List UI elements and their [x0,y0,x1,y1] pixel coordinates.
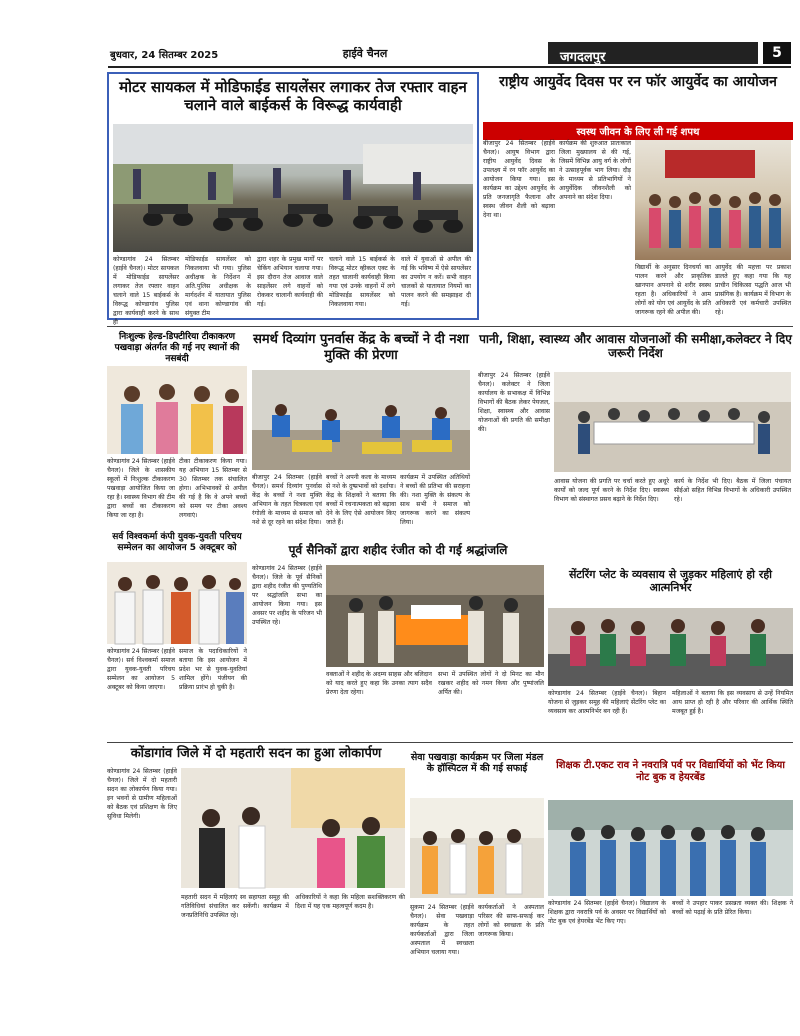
ayurveda-photo [635,140,791,260]
children-drawing [252,370,470,470]
youth-photo [107,562,247,644]
catering-col2: महिलाओं ने बताया कि इस व्यवसाय से उन्हें नियमित आय प्राप्त हो रही है और परिवार की आर्थिक स्थिति मजबूत हुई है। [672,690,793,715]
ayurveda-col4: आयुर्वेद की महत्ता पर प्रकाश डालते हुए कहा गया कि यह प्राचीन चिकित्सा पद्धति आज भी प्रासंगिक है। कार्यक्रम में विभाग के अधिकारी एवं कर्मचारी उपस्थित रहे। [715,264,791,316]
divyang-title: समर्थ दिव्यांग पुनर्वास केंद्र के बच्चों ने दी नशा मुक्ति की प्रेरणा [253,332,469,363]
motorcycle-col5: वाले में युवाओं से अपील की गई कि भविष्य में ऐसे सायलेंसर का उपयोग न करें। सभी वाहन चालकों से यातायात नियमों का पालन करने की समझाइश दी गई। [401,256,471,308]
mahtari-col1: कोण्डागांव 24 सितम्बर (हाईवे चैनल)। जिले में दो महतारी सदन का लोकार्पण किया गया। इन भवनों से ग्रामीण महिलाओं को बैठक एवं प्रशिक्षण के लिए सुविधा मिलेगी। [107,768,177,820]
water-col2: आवास योजना की प्रगति पर चर्चा करते हुए अधूरे कार्यों को जल्द पूर्ण करने के निर्देश दिए। स्वास्थ्य विभाग को संस्थागत प्रसव बढ़ाने के निर्देश दिए। [554,478,669,503]
catering-article [548,568,793,748]
divyang-article [252,330,470,540]
page-number: 5 [763,42,791,64]
water-col1: बीजापुर 24 सितम्बर (हाईवे चैनल)। कलेक्टर ने जिला कार्यालय के सभाकक्ष में विभिन्न विभागों की बैठक लेकर पेयजल, शिक्षा, स्वास्थ्य और आवास योजनाओं की प्रगति की समीक्षा की। [478,372,550,433]
divyang-col1: बीजापुर 24 सितम्बर (हाईवे चैनल)। समर्थ दिव्यांग पुनर्वास केंद्र के बच्चों ने नशा मुक्ति अभियान के तहत चित्रकला एवं रंगोली के माध्यम से समाज को नशे से दूर रहने का संदेश दिया। [252,474,322,526]
hospital-title: सेवा पखवाड़ा कार्यक्रम पर जिला मंडल के हॉस्पिटल में की गई सफाई [410,752,544,775]
divyang-photo [252,370,470,470]
navratri-photo [548,800,793,896]
tetanus-photo [107,366,247,454]
cleaning-volunteers [410,798,544,898]
divyang-col3: कार्यक्रम में उपस्थित अतिथियों ने बच्चों की प्रतिभा की सराहना की। नशा मुक्ति के संकल्प के साथ सभी ने समाज को जागरूक करने का संकल्प लिया। [400,474,470,526]
martyr-title: पूर्व सैनिकों द्वारा शहीद रंजीत को दी गई श्रद्धांजलि [288,543,508,557]
youth-col2: समाज के पदाधिकारियों ने बताया कि इस आयोजन में प्रदेश भर से युवक-युवतियां शामिल होंगे। पंजीयन की प्रक्रिया प्रारंभ हो चुकी है। [179,648,247,691]
ayurveda-col1: बीजापुर 24 सितम्बर (हाईवे चैनल)। आयुष विभाग द्वारा राष्ट्रीय आयुर्वेद दिवस के उपलक्ष्य में रन फॉर आयुर्वेद का आयोजन किया गया। इस कार्यक्रम का उद्देश्य आयुर्वेद के प्रति जनजागृति फैलाना और स्वस्थ जीवन शैली को बढ़ावा देना था। [483,140,555,219]
mahtari-photo [181,768,405,888]
tetanus-article [107,330,247,530]
students-notebooks [548,800,793,896]
navratri-col1: कोण्डागांव 24 सितम्बर (हाईवे चैनल)। विद्यालय के शिक्षक द्वारा नवरात्रि पर्व के अवसर पर विद्यार्थियों को नोट बुक एवं हेयरबेंड भेंट किए गए। [548,900,666,925]
header-rule [108,66,791,68]
ayurveda-subtitle: स्वस्थ जीवन के लिए ली गई शपथ [483,122,793,140]
ayurveda-title: राष्ट्रीय आयुर्वेद दिवस पर रन फॉर आयुर्वेद का आयोजन [499,74,777,90]
ayurveda-article [483,72,793,322]
ayurveda-col3: विद्यार्थी के अनुसार दिनचर्या का पालन करने और प्राकृतिक खानपान अपनाने से शरीर स्वस्थ रहता है। अधिकारियों ने आम लोगों को योग एवं आयुर्वेद के प्रति जागरूक रहने की अपील की। [635,264,711,316]
mahtari-col3: अधिकारियों ने कहा कि महिला सशक्तिकरण की दिशा में यह एक महत्वपूर्ण कदम है। [295,894,405,910]
women-with-plates [548,608,793,686]
motorcycle-article [107,72,479,326]
run-participants [635,140,791,260]
hospital-col1: सुकमा 24 सितम्बर (हाईवे चैनल)। सेवा पखवाड़ा कार्यक्रम के तहत कार्यकर्ताओं द्वारा जिला अस्पताल में स्वच्छता अभियान चलाया गया। [410,904,474,956]
water-photo [554,372,791,472]
navratri-article [548,760,793,1030]
motorcycle-col4: चलाने वाले 15 बाईकर्स के विरूद्ध मोटर व्हीकल एक्ट के तहत चालानी कार्यवाही किया गया एवं उनके वाहनों में लगे मोडिफाईड सायलेंसर को निकलवाया गया। [329,256,395,308]
issue-date: बुधवार, 24 सितम्बर 2025 [110,50,219,61]
navratri-title: शिक्षक टी.एकट राव ने नवरात्रि पर्व पर विद्यार्थियों को भेंट किया नोट बुक व हेयरबेंड [556,760,785,783]
youth-title: सर्व विश्वकर्मा कंपी युवक-युवती परिचय सम्मेलन का आयोजन 5 अक्टूबर को [112,532,242,553]
martyr-article [252,543,544,739]
tetanus-col1: कोण्डागांव 24 सितम्बर (हाईवे चैनल)। जिले के शासकीय स्कूलों में निःशुल्क टीकाकरण पखवाड़ा आयोजित किया जा रहा है। स्वास्थ्य विभाग की टीम द्वारा बच्चों का टीकाकरण किया जा रहा है। [107,458,175,519]
catering-col1: कोण्डागांव 24 सितम्बर (हाईवे चैनल)। बिहान योजना से जुड़कर समूह की महिलाएं सेंटरिंग प्लेट का व्यवसाय कर आत्मनिर्भर बन रही हैं। [548,690,666,715]
mahtari-article [107,744,405,1030]
mahtari-title: कोंडागांव जिले में दो महतारी सदन का हुआ लोकार्पण [130,746,382,761]
youth-article [107,532,247,722]
divider-2 [107,742,793,743]
ayurveda-col2: कार्यक्रम की शुरुआत प्रातःकाल जिला मुख्यालय से की गई, जिसमें विभिन्न आयु वर्ग के लोगों ने उत्साहपूर्वक भाग लिया। दौड़ के माध्यम से प्रतिभागियों ने आयुर्वेदिक जीवनशैली को अपनाने का संदेश दिया। [559,140,631,201]
martyr-col1: कोण्डागांव 24 सितम्बर (हाईवे चैनल)। जिले के पूर्व सैनिकों द्वारा शहीद रंजीत की पुण्यतिथि पर श्रद्धांजलि सभा का आयोजन किया गया। इस अवसर पर शहीद के परिजन भी उपस्थित रहे। [252,565,322,626]
community-members [107,562,247,644]
motorcycle-col3: द्वारा शहर के प्रमुख मार्गों पर चेकिंग अभियान चलाया गया। इस दौरान तेज आवाज वाले साइलेंसर लगे वाहनों को रोककर चालानी कार्यवाही की गई। [257,256,323,308]
catering-photo [548,608,793,686]
hospital-article [410,752,544,1030]
hospital-photo [410,798,544,898]
motorcycle-col2: मोडिफाईड सायलेंसर को निकलवाया भी गया। पुलिस अधीक्षक के निर्देशन में अति.पुलिस अधीक्षक के मार्गदर्शन में यातायात पुलिस एवं थाना कोण्डागांव की संयुक्त टीम [185,256,251,317]
hospital-col2: कार्यकर्ताओं ने अस्पताल परिसर की साफ-सफाई कर लोगों को स्वच्छता के प्रति जागरूक किया। [478,904,544,938]
divyang-col2: बच्चों ने अपनी कला के माध्यम से नशे के दुष्प्रभावों को दर्शाया। केंद्र के शिक्षकों ने बताया कि बच्चों में रचनात्मकता को बढ़ावा देने के लिए ऐसे आयोजन किए जाते हैं। [326,474,396,526]
bikes-illustration [113,124,473,252]
navratri-col2: बच्चों ने उपहार पाकर प्रसन्नता व्यक्त की। शिक्षक ने बच्चों को पढ़ाई के प्रति प्रेरित किया। [672,900,793,916]
meeting-room [554,372,791,472]
inauguration [181,768,405,888]
paper-name: हाईवे चैनल [342,47,388,60]
martyr-photo [326,565,544,667]
water-col3: कार्य के निर्देश भी दिए। बैठक में जिला पंचायत सीईओ सहित विभिन्न विभागों के अधिकारी उपस्थित रहे। [674,478,791,503]
water-article [478,330,793,562]
tribute-ceremony [326,565,544,667]
tetanus-col2: टीका टीकाकरण किया गया। यह अभियान 15 सितम्बर से 30 सितम्बर तक संचालित होगा। अभिभावकों से अपील की गई है कि वे अपने बच्चों को समय पर टीका अवश्य लगवाएं। [179,458,247,519]
tetanus-title: निःशुल्क हेल्ड-डिफ्टीरिया टीकाकरण पखवाड़ा अंतर्गत की गई नए स्थानों की नसबंदी [114,332,240,364]
city-label: जगदलपुर [548,42,758,64]
divider-1 [107,326,793,327]
catering-title: सेंटरिंग प्लेट के व्यवसाय से जुड़कर महिलाएं हो रही आत्मनिर्भर [568,568,773,595]
motorcycle-photo [113,124,473,252]
health-workers [107,366,247,454]
mahtari-col2: महतारी सदन में महिलाएं स्व सहायता समूह की गतिविधियां संचालित कर सकेंगी। कार्यक्रम में जनप्रतिनिधि उपस्थित रहे। [181,894,289,919]
martyr-col2: वक्ताओं ने शहीद के अदम्य साहस और बलिदान को याद करते हुए कहा कि उनका त्याग सदैव प्रेरणा देता रहेगा। [326,671,432,696]
motorcycle-col1: कोण्डागांव 24 सितम्बर (हाईवे चैनल)। मोटर सायकल में मोडिफाईड सायलेंसर लगाकर तेज रफ्तार वाहन चलाने वाले 15 बाईकर्स के विरूद्ध कोण्डागांव पुलिस द्वारा कार्यवाही करने के साथ ही [113,256,179,326]
martyr-col3: सभा में उपस्थित लोगों ने दो मिनट का मौन रखकर शहीद को नमन किया और पुष्पांजलि अर्पित की। [438,671,544,696]
motorcycle-title: मोटर सायकल में मोडिफाईड सायलेंसर लगाकर तेज रफ्तार वाहन चलाने वाले बाईकर्स के विरूद्ध कार्यवाही [119,78,467,114]
water-title: पानी, शिक्षा, स्वास्थ्य और आवास योजनाओं की समीक्षा,कलेक्टर ने दिए जरूरी निर्देश [479,332,792,361]
youth-col1: कोण्डागांव 24 सितम्बर (हाईवे चैनल)। सर्व विश्वकर्मा समाज द्वारा युवक-युवती परिचय सम्मेलन का आयोजन 5 अक्टूबर को किया जाएगा। [107,648,175,691]
